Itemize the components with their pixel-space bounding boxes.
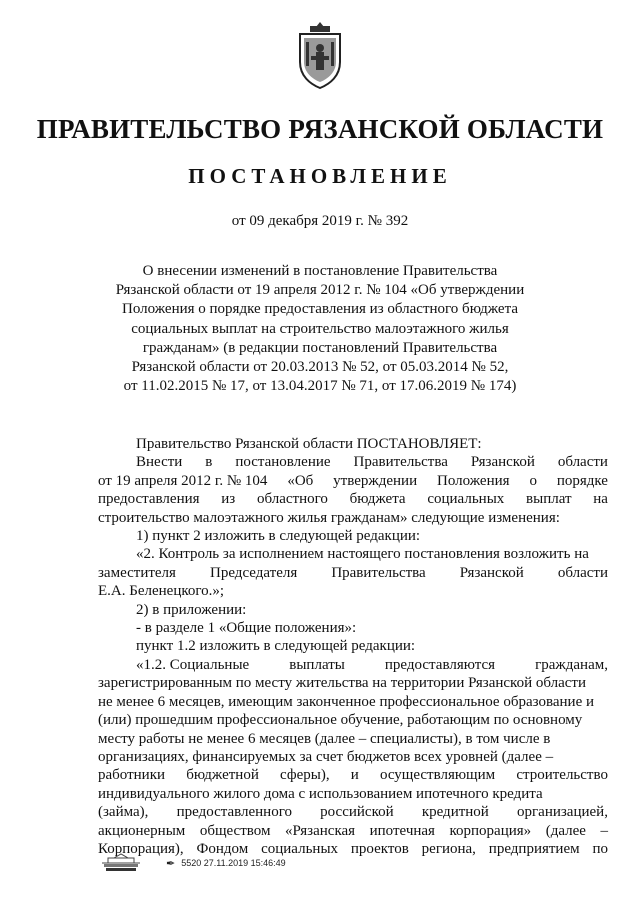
subject-line: социальных выплат на строительство малоэтажного жилья [131, 320, 509, 337]
paragraph-line: предоставления из областного бюджета социальных выплат на [98, 491, 608, 508]
document-body [98, 435, 608, 858]
document-type: ПОСТАНОВЛЕНИЕ [188, 164, 452, 188]
paragraph-line: индивидуального жилого дома с использованием ипотечного кредита [98, 785, 543, 802]
government-title: ПРАВИТЕЛЬСТВО РЯЗАНСКОЙ ОБЛАСТИ [36, 114, 604, 144]
paragraph-line: (займа), предоставленного российской кредитной организацией, [98, 804, 608, 821]
paragraph-line: от 19 апреля 2012 г. № 104 «Об утверждении Положения о порядке [98, 472, 608, 489]
paragraph-line: «2. Контроль за исполнением настоящего постановления возложить на [136, 546, 589, 563]
preamble: Правительство Рязанской области ПОСТАНОВЛЯЕТ: [136, 436, 482, 452]
item-2: 2) в приложении: [136, 601, 247, 618]
document-subject [80, 262, 560, 396]
paragraph-line: Внести в постановление Правительства Рязанской области [136, 454, 608, 471]
feather-icon: ✒ [166, 857, 176, 870]
paragraph-line: не менее 6 месяцев, имеющим законченное профессиональное образование и [98, 693, 595, 710]
subject-line: Положения о порядке предоставления из областного бюджета [122, 301, 518, 318]
paragraph-line: зарегистрированным по месту жительства на территории Рязанской области [98, 675, 586, 692]
section-1-heading: - в разделе 1 «Общие положения»: [136, 620, 357, 637]
paragraph-line: работники бюджетной сферы), и осуществляющим строительство [98, 767, 608, 784]
point-1-2-intro: пункт 1.2 изложить в следующей редакции: [136, 638, 416, 655]
paragraph-line: Е.А. Беленецкого.»; [98, 583, 225, 600]
paragraph-line: Корпорация), Фондом социальных проектов региона, предприятием по [98, 840, 608, 857]
paragraph-line: организациях, финансируемых за счет бюджетов всех уровней (далее – [98, 748, 554, 765]
document-date-number: от 09 декабря 2019 г. № 392 [231, 213, 409, 229]
coat-of-arms-icon [294, 20, 346, 90]
paragraph-line: месту работы не менее 6 месяцев (далее – специалисты), в том числе в [98, 730, 551, 747]
subject-line: от 11.02.2015 № 17, от 13.04.2017 № 71, от 17.06.2019 № 174) [123, 378, 517, 395]
item-1: 1) пункт 2 изложить в следующей редакции: [136, 528, 421, 545]
paragraph-line: акционерным обществом «Рязанская ипотечная корпорация» (далее – [98, 822, 608, 839]
printing-stamp-icon [98, 853, 144, 873]
paragraph-line: строительство малоэтажного жилья гражданам» следующие изменения: [98, 509, 560, 526]
subject-line: О внесении изменений в постановление Правительства [142, 263, 498, 279]
paragraph-line: «1.2. Социальные выплаты предоставляются гражданам, [136, 656, 608, 673]
subject-line: Рязанской области от 20.03.2013 № 52, от 05.03.2014 № 52, [131, 359, 509, 376]
paragraph-line: заместителя Председателя Правительства Рязанской области [98, 564, 608, 581]
subject-line: Рязанской области от 19 апреля 2012 г. № 104 «Об утверждении [115, 282, 525, 299]
registration-footer [98, 852, 286, 874]
registration-number-timestamp: 5520 27.11.2019 15:46:49 [181, 858, 286, 868]
subject-line: гражданам» (в редакции постановлений Правительства [142, 339, 498, 356]
paragraph-line: (или) прошедшим профессиональное обучение, работающим по основному [98, 712, 583, 729]
